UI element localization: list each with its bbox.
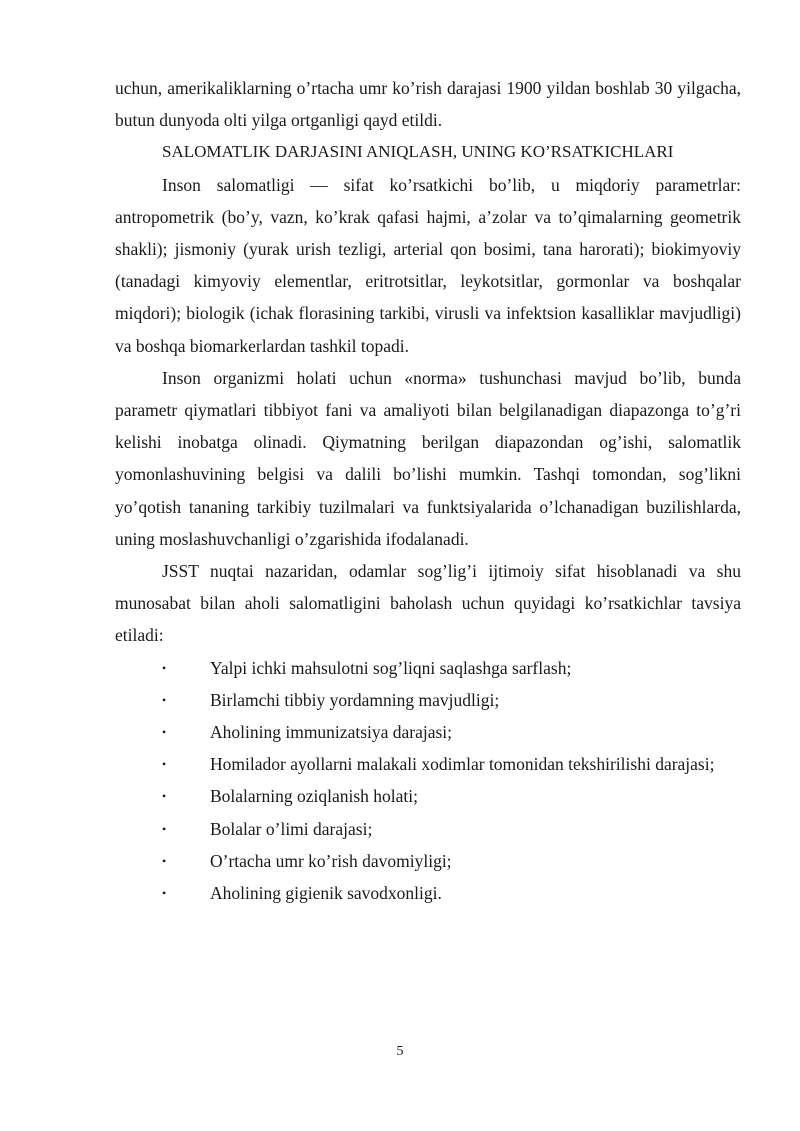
- list-item-text: Aholining immunizatsiya darajasi;: [210, 722, 453, 743]
- indicator-list: [115, 652, 741, 910]
- list-item-text: Aholining gigienik savodxonligi.: [210, 883, 442, 904]
- paragraph-continued: uchun, amerikaliklarning o’rtacha umr ko’rish darajasi 1900 yildan boshlab 30 yilgacha, butun dunyoda olti yilga ortganligi qayd etildi.: [115, 78, 741, 131]
- paragraph-who-indicators: JSST nuqtai nazaridan, odamlar sog’lig’i ijtimoiy sifat hisoblanadi va shu munosabat bilan aholi salomatligini baholash uchun quyidagi ko’rsatkichlar tavsiya etiladi:: [115, 561, 741, 646]
- list-item: [115, 813, 741, 845]
- list-item: [115, 716, 741, 748]
- document-page: [115, 72, 741, 909]
- paragraph-norm-concept: Inson organizmi holati uchun «norma» tushunchasi mavjud bo’lib, bunda parametr qiymatlari tibbiyot fani va amaliyoti bilan belgilanadigan diapazonga to’g’ri kelishi inobatga olinadi. Qiymatning berilgan diapazondan og’ishi, salomatlik yomonlashuvining belgisi va dalili bo’lishi mumkin. Tashqi tomondan, sog’likni yo’qotish tananing tarkibiy tuzilmalari va funktsiyalarida o’lchanadigan buzilishlarda, uning moslashuvchanligi o’zgarishida ifodalanadi.: [115, 367, 741, 549]
- bullet-icon: •: [162, 725, 167, 740]
- bullet-icon: •: [162, 660, 167, 675]
- bullet-icon: •: [162, 853, 167, 868]
- paragraph-health-parameters: Inson salomatligi — sifat ko’rsatkichi bo’lib, u miqdoriy parametrlar: antropometrik (bo’y, vazn, ko’krak qafasi hajmi, a’zolar va to’qimalarning geometrik shakli); jismoniy (yurak urish tezligi, arterial qon bosimi, tana harorati); biokimyoviy (tanadagi kimyoviy elementlar, eritrotsitlar, leykotsitlar, gormonlar va boshqalar miqdori); biologik (ichak florasining tarkibi, virusli va infektsion kasalliklar mavjudligi) va boshqa biomarkerlardan tashkil topadi.: [115, 174, 741, 356]
- list-item: [115, 780, 741, 812]
- list-item-text: Birlamchi tibbiy yordamning mavjudligi;: [210, 689, 500, 710]
- bullet-icon: •: [162, 757, 167, 772]
- bullet-icon: •: [162, 692, 167, 707]
- list-item-text: Homilador ayollarni malakali xodimlar tomonidan tekshirilishi darajasi;: [210, 754, 715, 775]
- bullet-icon: •: [162, 789, 167, 804]
- bullet-icon: •: [162, 821, 167, 836]
- list-item: [115, 748, 741, 780]
- list-item: [115, 877, 741, 909]
- list-item: [115, 684, 741, 716]
- bullet-icon: •: [162, 886, 167, 901]
- list-item: [115, 845, 741, 877]
- list-item-text: Yalpi ichki mahsulotni sog’liqni saqlashga sarflash;: [210, 657, 572, 678]
- page-number: 5: [396, 1044, 404, 1059]
- list-item-text: O’rtacha umr ko’rish davomiyligi;: [210, 850, 452, 871]
- list-item-text: Bolalarning oziqlanish holati;: [210, 786, 419, 807]
- section-heading: SALOMATLIK DARJASINI ANIQLASH, UNING KO’RSATKICHLARI: [162, 142, 674, 162]
- list-item-text: Bolalar o’limi darajasi;: [210, 818, 373, 839]
- list-item: [115, 652, 741, 684]
